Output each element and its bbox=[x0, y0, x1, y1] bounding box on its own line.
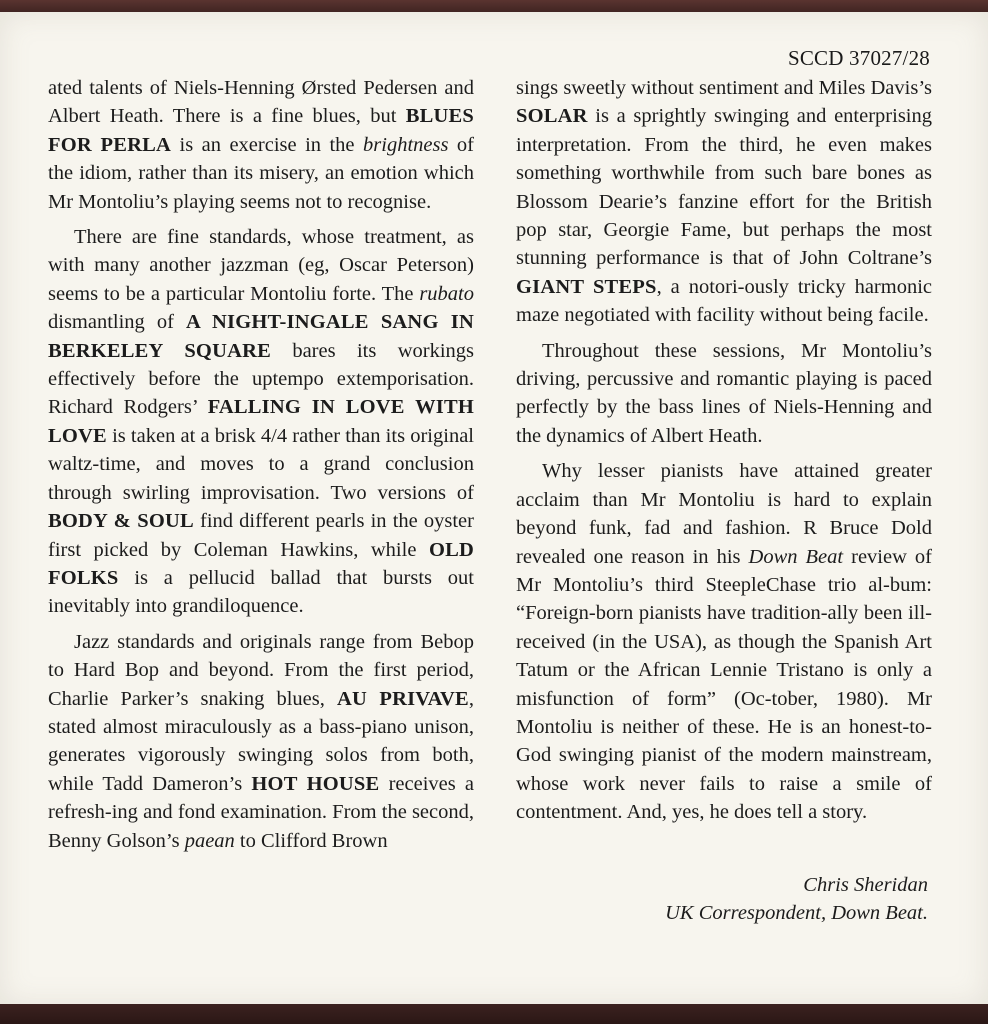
song-title: SOLAR bbox=[516, 105, 588, 128]
song-title: FALLING IN LOVE WITH LOVE bbox=[48, 396, 474, 447]
left-column bbox=[48, 74, 474, 855]
emphasis: brightness bbox=[363, 133, 449, 156]
author-role: UK Correspondent, Down Beat. bbox=[665, 902, 928, 924]
song-title: A NIGHT-INGALE SANG IN BERKELEY SQUARE bbox=[48, 311, 474, 362]
paragraph: Jazz standards and originals range from Bebop to Hard Bop and beyond. From the first period, Charlie Parker’s snaking blues, AU PRIVAVE, stated almost miraculously as a bass-piano unison, generates vigorously swinging solos from both, while Tadd Dameron’s HOT HOUSE receives a refresh-ing and fond examination. From the second, Benny Golson’s paean to Clifford Brown bbox=[48, 630, 475, 852]
emphasis: paean bbox=[184, 829, 235, 852]
paragraph: sings sweetly without sentiment and Miles Davis’s SOLAR is a sprightly swinging and enterprising interpretation. From the third, he even makes something worthwhile from such bare bones as Blossom Dearie’s fanzine effort for the British pop star, Georgie Fame, but perhaps the most stunning performance is that of John Coltrane’s GIANT STEPS, a notori-ously tricky harmonic maze negotiated with facility without being facile. bbox=[516, 77, 932, 327]
catalog-number: SCCD 37027/28 bbox=[787, 46, 930, 70]
liner-notes-page bbox=[0, 12, 988, 1006]
song-title: BLUES FOR PERLA bbox=[48, 105, 474, 156]
paragraph: Throughout these sessions, Mr Montoliu’s driving, percussive and romantic playing is paced perfectly by the bass lines of Niels-Henning and the dynamics of Albert Heath. bbox=[516, 339, 932, 447]
right-column bbox=[516, 74, 932, 827]
emphasis: rubato bbox=[419, 282, 474, 305]
author-name: Chris Sheridan bbox=[803, 874, 928, 896]
paragraph: ated talents of Niels-Henning Ørsted Pedersen and Albert Heath. There is a fine blues, but BLUES FOR PERLA is an exercise in the brightness of the idiom, rather than its misery, an emotion which Mr Montoliu’s playing seems not to recognise. bbox=[48, 77, 474, 213]
song-title: HOT HOUSE bbox=[251, 772, 380, 795]
song-title: BODY & SOUL bbox=[48, 510, 194, 533]
bottom-frame-edge bbox=[0, 1004, 988, 1024]
paragraph: Why lesser pianists have attained greater acclaim than Mr Montoliu is hard to explain beyond funk, fad and fashion. R Bruce Dold revealed one reason in his Down Beat review of Mr Montoliu’s third SteepleChase trio al-bum: “Foreign-born pianists have tradition-ally been ill-received (in the USA), as though the Spanish Art Tatum or the African Lennie Tristano is only a misfunction of form” (Oc-tober, 1980). Mr Montoliu is neither of these. He is an honest-to-God swinging pianist of the modern mainstream, whose work never fails to raise a smile of contentment. And, yes, he does tell a story. bbox=[516, 460, 932, 824]
magazine-name: Down Beat bbox=[748, 545, 844, 568]
song-title: OLD FOLKS bbox=[48, 538, 474, 589]
song-title: AU PRIVAVE bbox=[337, 687, 469, 710]
song-title: GIANT STEPS bbox=[516, 275, 657, 298]
paragraph: There are fine standards, whose treatment, as with many another jazzman (eg, Oscar Peterson) seems to be a particular Montoliu forte. The rubato dismantling of A NIGHT-INGALE SANG IN BERKELEY SQUARE bares its workings effectively before the uptempo extemporisation. Richard Rodgers’ FALLING IN LOVE WITH LOVE is taken at a brisk 4/4 rather than its original waltz-time, and moves to a grand conclusion through swirling improvisation. Two versions of BODY & SOUL find different pearls in the oyster first picked by Coleman Hawkins, while OLD FOLKS is a pellucid ballad that bursts out inevitably into grandiloquence. bbox=[48, 226, 474, 618]
